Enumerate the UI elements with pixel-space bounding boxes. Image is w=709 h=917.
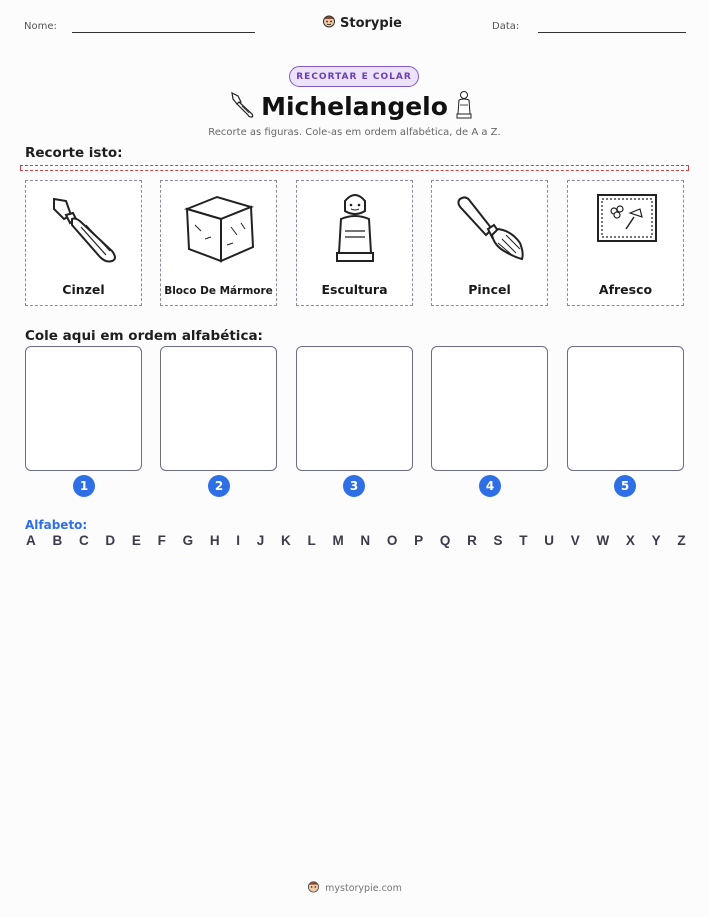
paste-box-3[interactable] [296,346,413,471]
alphabet-letter: W [596,533,610,548]
paste-box-1[interactable] [25,346,142,471]
alphabet-letter: R [467,533,477,548]
card-label: Afresco [598,282,653,297]
brand-logo [322,14,402,32]
cut-card-pincel[interactable] [431,180,548,306]
alphabet-letter: H [209,533,220,548]
alphabet-letter: K [281,533,291,548]
alphabet-row [26,533,686,548]
paste-box-4[interactable] [431,346,548,471]
cut-card-escultura[interactable] [296,180,413,306]
alphabet-letter: X [625,533,635,548]
footer [0,880,709,896]
date-line[interactable] [538,32,686,33]
card-label: Bloco De Mármore [164,285,273,297]
alphabet-letter: C [78,533,89,548]
name-label: Nome: [24,21,57,32]
page-title: Michelangelo [261,92,448,121]
storypie-logo-icon [322,14,336,32]
cut-card-cinzel[interactable] [25,180,142,306]
slot-number-2: 2 [208,475,230,497]
alphabet-letter: U [544,533,554,548]
cut-card-afresco[interactable] [567,180,684,306]
alphabet-letter: S [493,533,503,548]
statue-decoration-icon [453,90,475,124]
alphabet-letter: Q [439,533,451,548]
alphabet-letter: A [26,533,36,548]
cut-section-label: Recorte isto: [25,145,123,161]
sculpture-icon [297,187,414,272]
cut-card-bloco-de-marmore[interactable] [160,180,277,306]
alphabet-letter: O [386,533,398,548]
page-instructions: Recorte as figuras. Cole-as em ordem alfabética, de A a Z. [208,127,501,138]
alphabet-letter: D [105,533,116,548]
storypie-footer-logo-icon [307,880,320,896]
alphabet-letter: G [182,533,194,548]
alphabet-letter: V [570,533,580,548]
alphabet-letter: M [332,533,344,548]
alphabet-label: Alfabeto: [25,518,88,532]
fresco-icon [568,187,685,272]
paintbrush-icon [432,187,549,272]
alphabet-letter: L [307,533,316,548]
alphabet-letter: E [131,533,141,548]
footer-site: mystorypie.com [325,882,402,894]
alphabet-letter: P [414,533,424,548]
name-line[interactable] [72,32,255,33]
slot-number-4: 4 [479,475,501,497]
card-label: Escultura [321,282,388,297]
slot-number-5: 5 [614,475,636,497]
cut-line [20,165,689,171]
marble-block-icon [161,187,278,272]
chisel-icon [26,187,143,272]
slot-number-1: 1 [73,475,95,497]
alphabet-letter: T [519,533,528,548]
alphabet-letter: Y [651,533,661,548]
card-label: Cinzel [62,282,105,297]
alphabet-letter: Z [677,533,686,548]
activity-badge: RECORTAR E COLAR [289,66,419,87]
alphabet-letter: B [52,533,63,548]
alphabet-letter: J [256,533,265,548]
alphabet-letter: F [157,533,166,548]
paste-box-2[interactable] [160,346,277,471]
slot-number-3: 3 [343,475,365,497]
paste-box-5[interactable] [567,346,684,471]
brand-name: Storypie [340,15,402,31]
date-label: Data: [492,21,520,32]
alphabet-letter: N [360,533,371,548]
paste-section-label: Cole aqui em ordem alfabética: [25,328,263,344]
alphabet-letter: I [236,533,241,548]
card-label: Pincel [468,282,511,297]
